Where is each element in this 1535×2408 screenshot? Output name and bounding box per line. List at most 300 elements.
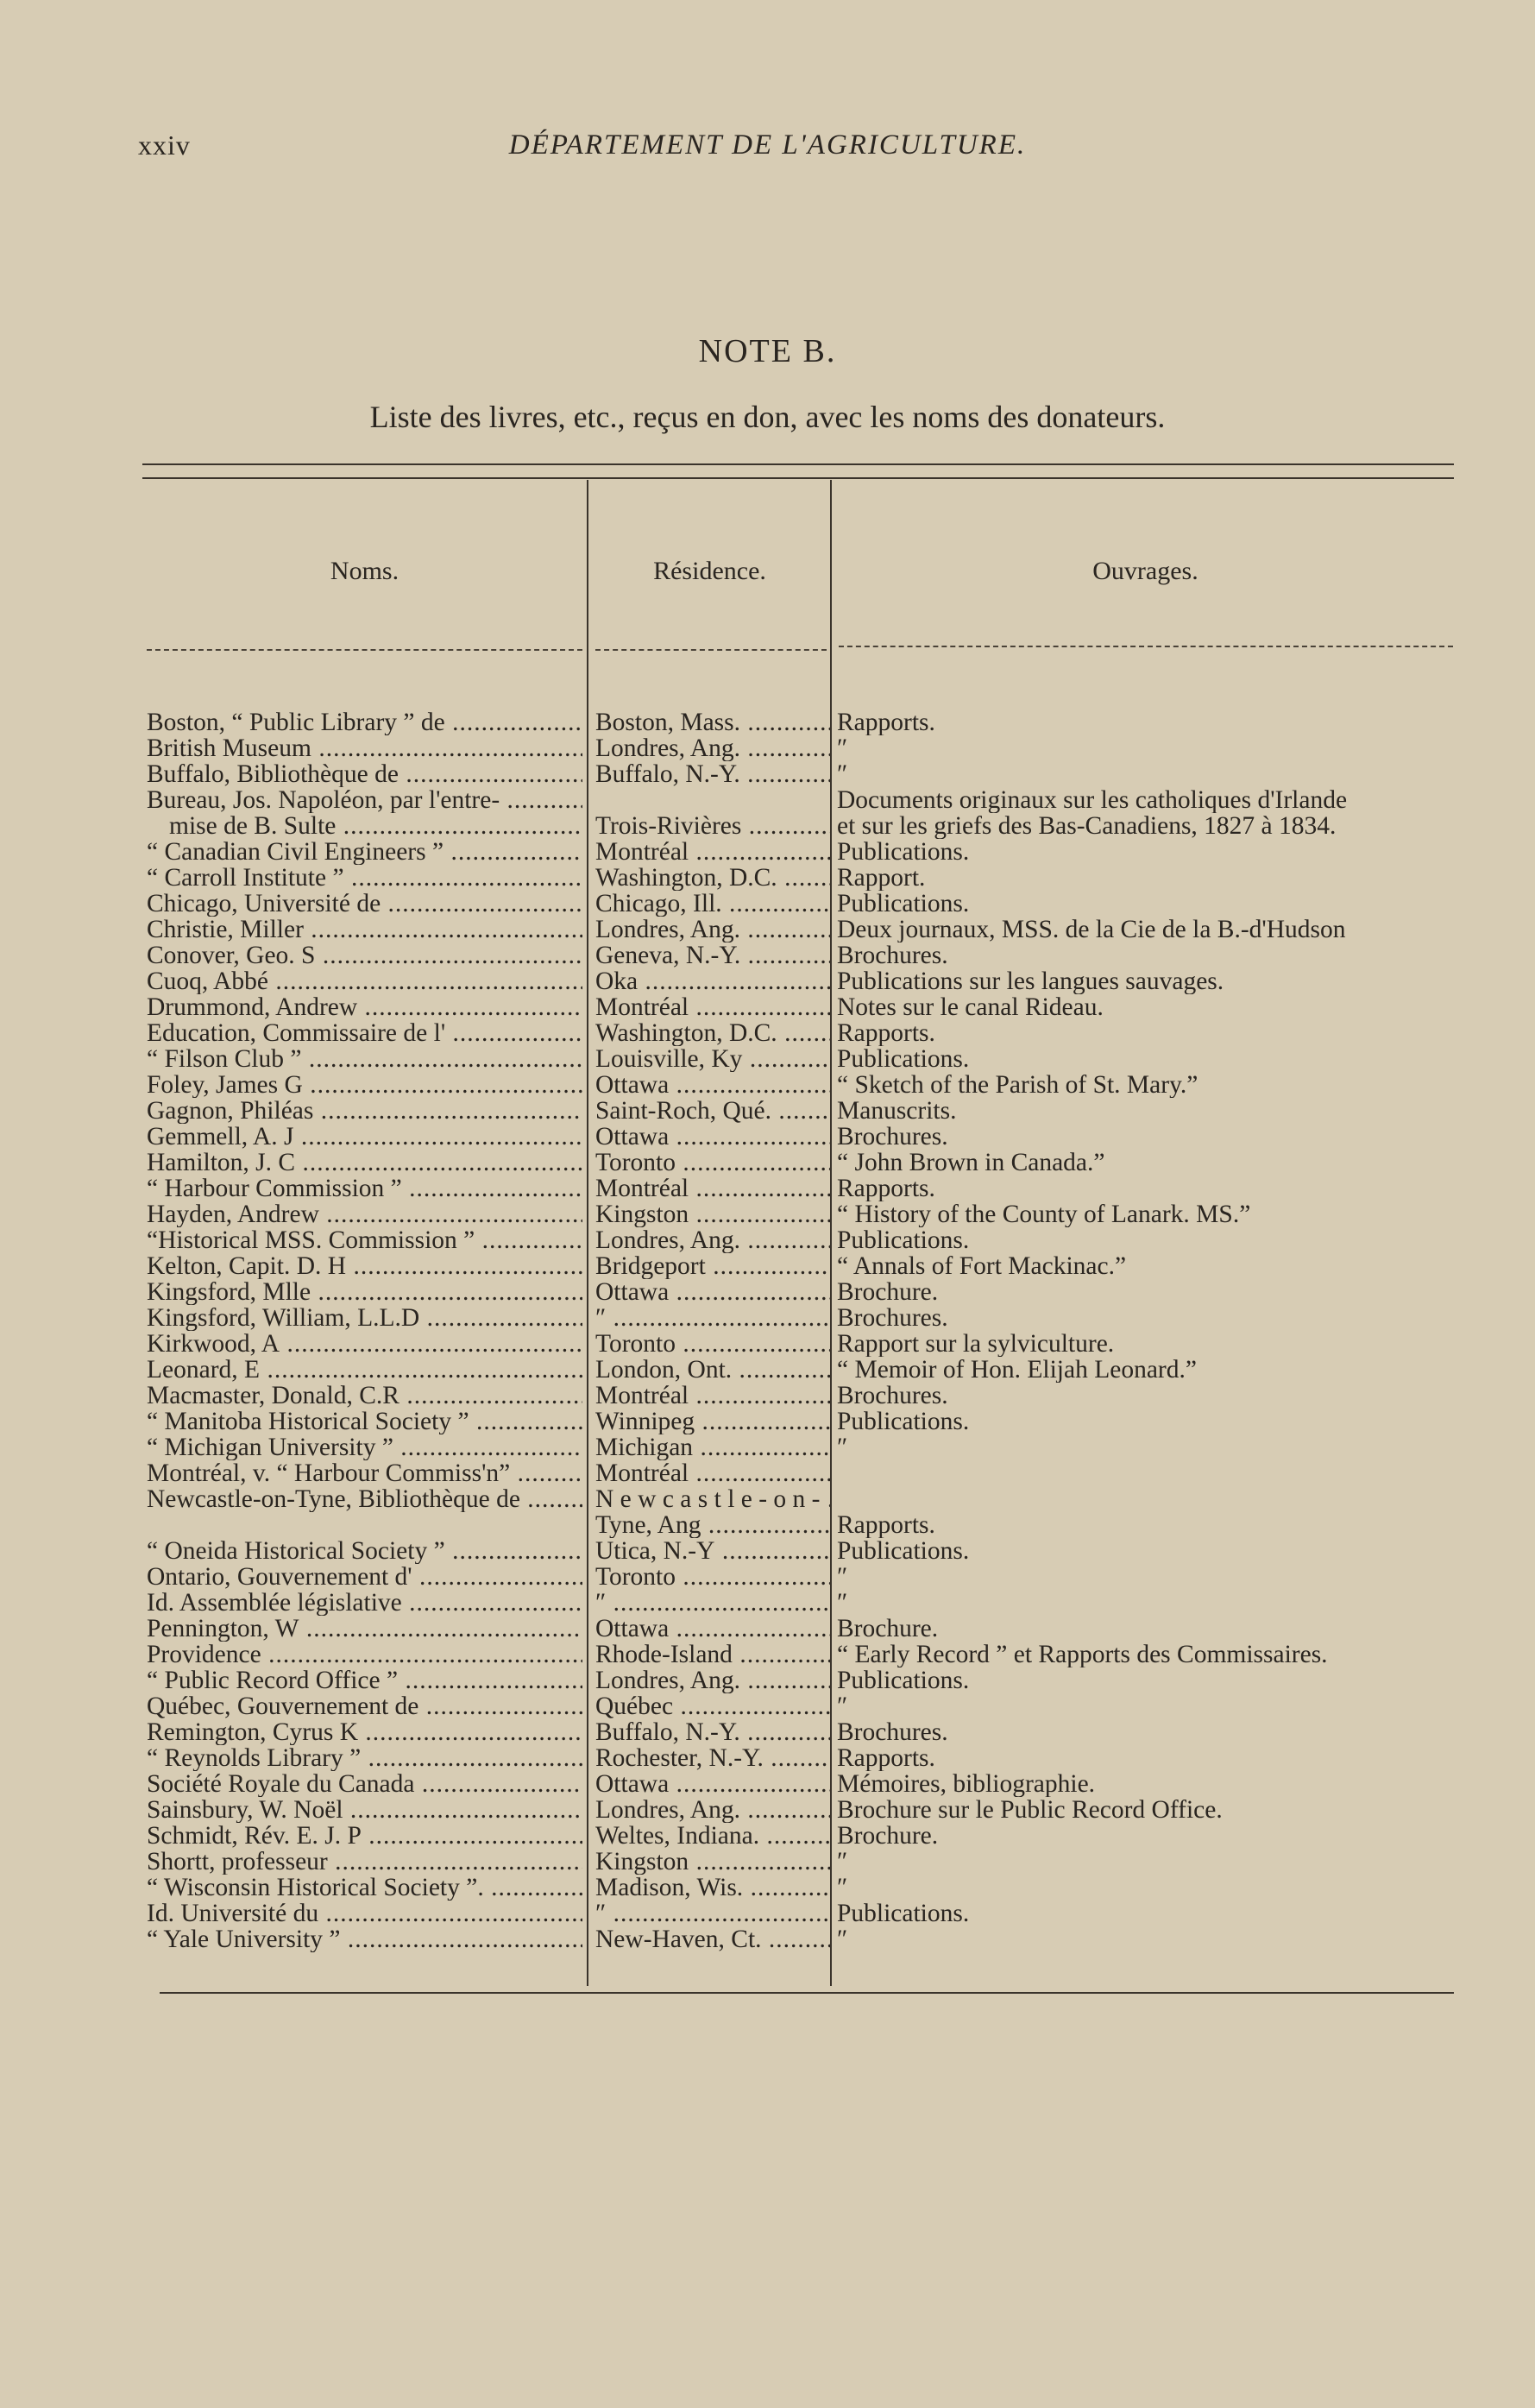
table-row (0, 1227, 1535, 1253)
table-row (0, 1383, 1535, 1409)
residence-cell-text: Ottawa ..... (595, 1279, 830, 1305)
donor-name-cell-text: Drummond, Andrew ..... (147, 994, 582, 1020)
residence-cell (595, 709, 830, 735)
residence-cell-text: Boston, Mass. ..... (595, 709, 830, 735)
table-row (0, 761, 1535, 787)
table-row (0, 1797, 1535, 1823)
table-row (0, 1150, 1535, 1176)
donor-name-cell (147, 1538, 582, 1564)
donor-name-cell-text: “ Public Record Office ” ..... (147, 1667, 582, 1693)
donor-name-cell (147, 735, 582, 761)
table-row (0, 1331, 1535, 1357)
residence-cell (595, 1849, 830, 1875)
donor-name-cell (147, 1823, 582, 1849)
table-row (0, 865, 1535, 891)
donor-name-cell-text: “ Carroll Institute ” ..... (147, 865, 582, 891)
donor-name-cell (147, 1693, 582, 1719)
donor-name-cell (147, 1227, 582, 1253)
works-cell-text: Brochure sur le Public Record Office. (837, 1797, 1223, 1823)
residence-cell (595, 1176, 830, 1201)
donor-name-cell-text: “Historical MSS. Commission ” ..... (147, 1227, 582, 1253)
residence-cell (595, 1538, 830, 1564)
donor-name-cell (147, 1719, 582, 1745)
works-cell-text: Rapports. (837, 1745, 935, 1771)
works-cell-text: “ Memoir of Hon. Elijah Leonard.” (837, 1357, 1197, 1383)
donor-name-cell-text: Cuoq, Abbé ..... (147, 968, 582, 994)
residence-cell-text: Bridgeport ..... (595, 1253, 830, 1279)
table-row (0, 1823, 1535, 1849)
works-cell-text: Brochures. (837, 1305, 948, 1331)
works-cell-text: Rapport. (837, 865, 926, 891)
works-cell-text: Publications. (837, 1409, 970, 1434)
table-row (0, 1512, 1535, 1538)
works-cell-text: ″ (837, 1564, 848, 1590)
residence-cell (595, 761, 830, 787)
works-cell-text: et sur les griefs des Bas-Canadiens, 1827 à 1834. (837, 813, 1337, 839)
works-cell-text: ″ (837, 735, 848, 761)
residence-cell (595, 1667, 830, 1693)
works-cell (837, 787, 1458, 813)
table-row (0, 787, 1535, 813)
donor-name-cell (147, 1124, 582, 1150)
donor-name-cell-text: Buffalo, Bibliothèque de ..... (147, 761, 582, 787)
donor-name-cell (147, 1072, 582, 1098)
donor-name-cell (147, 813, 582, 839)
donor-name-cell-text: “ Canadian Civil Engineers ” ..... (147, 839, 582, 865)
donor-name-cell (147, 1434, 582, 1460)
table-row (0, 1020, 1535, 1046)
donor-name-cell (147, 1926, 582, 1952)
donor-name-cell (147, 1849, 582, 1875)
works-cell-text: Rapports. (837, 709, 935, 735)
works-cell-text: Documents originaux sur les catholiques d'Irlande (837, 787, 1348, 813)
donor-name-cell-text: Christie, Miller ..... (147, 917, 582, 942)
table-row (0, 1279, 1535, 1305)
residence-cell (595, 1409, 830, 1434)
residence-cell-text: New-Haven, Ct. ..... (595, 1926, 830, 1952)
residence-cell-text: Chicago, Ill. ..... (595, 891, 830, 917)
works-cell (837, 1124, 1458, 1150)
donor-name-cell (147, 1279, 582, 1305)
residence-cell-text: Washington, D.C. ..... (595, 1020, 830, 1046)
residence-cell-text: London, Ont. ..... (595, 1357, 830, 1383)
residence-cell (595, 813, 830, 839)
residence-cell (595, 1383, 830, 1409)
residence-cell-text: ″ ..... (595, 1305, 830, 1331)
donor-name-cell-text: Gemmell, A. J ..... (147, 1124, 582, 1150)
donor-name-cell (147, 865, 582, 891)
works-cell (837, 709, 1458, 735)
residence-cell-text: Londres, Ang. ..... (595, 1797, 830, 1823)
works-cell (837, 1357, 1458, 1383)
works-cell-text: Brochures. (837, 1383, 948, 1409)
donor-name-cell-text: Conover, Geo. S ..... (147, 942, 582, 968)
donor-name-cell (147, 1460, 582, 1486)
works-cell (837, 1667, 1458, 1693)
residence-cell (595, 917, 830, 942)
donor-name-cell-text: “ Manitoba Historical Society ” ..... (147, 1409, 582, 1434)
donor-name-cell (147, 1745, 582, 1771)
donor-name-cell-text: Hamilton, J. C ..... (147, 1150, 582, 1176)
donor-name-cell-text: Remington, Cyrus K ..... (147, 1719, 582, 1745)
residence-cell (595, 1901, 830, 1926)
works-cell (837, 1305, 1458, 1331)
residence-cell-text: Trois-Rivières ..... (595, 813, 830, 839)
residence-cell-text: Londres, Ang. ..... (595, 917, 830, 942)
residence-cell-text: Kingston ..... (595, 1849, 830, 1875)
works-cell (837, 1771, 1458, 1797)
donor-name-cell (147, 709, 582, 735)
donor-name-cell-text: “ Wisconsin Historical Society ”. ..... (147, 1875, 582, 1901)
residence-cell (595, 1642, 830, 1667)
works-cell-text: ″ (837, 1590, 848, 1616)
donor-name-cell (147, 1305, 582, 1331)
works-cell-text: Notes sur le canal Rideau. (837, 994, 1104, 1020)
donor-name-cell (147, 1150, 582, 1176)
works-cell (837, 1434, 1458, 1460)
works-cell (837, 1383, 1458, 1409)
residence-cell-text: Buffalo, N.-Y. ..... (595, 1719, 830, 1745)
works-cell (837, 1590, 1458, 1616)
residence-cell (595, 1719, 830, 1745)
donor-name-cell-text: Kirkwood, A ..... (147, 1331, 582, 1357)
donor-name-cell-text: Leonard, E ..... (147, 1357, 582, 1383)
works-cell-text: ″ (837, 1926, 848, 1952)
residence-cell (595, 994, 830, 1020)
residence-cell (595, 1072, 830, 1098)
donor-name-cell-text: Hayden, Andrew ..... (147, 1201, 582, 1227)
works-cell (837, 1849, 1458, 1875)
donor-name-cell-text: Chicago, Université de ..... (147, 891, 582, 917)
works-cell (837, 1201, 1458, 1227)
works-cell (837, 968, 1458, 994)
residence-cell (595, 1305, 830, 1331)
donor-name-cell-text: Shortt, professeur ..... (147, 1849, 582, 1875)
residence-cell-text: Rhode-Island ..... (595, 1642, 830, 1667)
residence-cell-text: Madison, Wis. ..... (595, 1875, 830, 1901)
header-rule-2 (595, 649, 827, 651)
residence-cell-text: Rochester, N.-Y. ..... (595, 1745, 830, 1771)
donor-name-cell (147, 1383, 582, 1409)
works-cell (837, 1098, 1458, 1124)
page-header (0, 129, 1535, 173)
works-cell (837, 1331, 1458, 1357)
donor-name-cell (147, 1616, 582, 1642)
works-cell-text: “ John Brown in Canada.” (837, 1150, 1105, 1176)
residence-cell (595, 1434, 830, 1460)
donor-name-cell-text: Gagnon, Philéas ..... (147, 1098, 582, 1124)
works-cell (837, 917, 1458, 942)
table-row (0, 1176, 1535, 1201)
table-row (0, 1486, 1535, 1512)
donor-name-cell-text: Foley, James G ..... (147, 1072, 582, 1098)
works-cell (837, 1797, 1458, 1823)
works-cell (837, 865, 1458, 891)
residence-cell (595, 1512, 830, 1538)
top-rule-2 (142, 477, 1454, 479)
works-cell (837, 1176, 1458, 1201)
residence-cell-text: Utica, N.-Y ..... (595, 1538, 830, 1564)
residence-cell (595, 1098, 830, 1124)
donor-name-cell (147, 1046, 582, 1072)
table-row (0, 1538, 1535, 1564)
residence-cell (595, 1020, 830, 1046)
works-cell-text: Publications. (837, 1227, 970, 1253)
table-row (0, 1434, 1535, 1460)
table-row (0, 994, 1535, 1020)
residence-cell (595, 1823, 830, 1849)
table-row (0, 1901, 1535, 1926)
works-cell (837, 1745, 1458, 1771)
residence-cell (595, 1926, 830, 1952)
works-cell-text: Brochures. (837, 942, 948, 968)
works-cell (837, 1719, 1458, 1745)
residence-cell-text: Québec ..... (595, 1693, 830, 1719)
table-row (0, 1460, 1535, 1486)
table-row (0, 1667, 1535, 1693)
works-cell-text: Publications. (837, 1538, 970, 1564)
donor-name-cell-text: Ontario, Gouvernement d' ..... (147, 1564, 582, 1590)
donor-name-cell (147, 1020, 582, 1046)
donor-name-cell (147, 1201, 582, 1227)
residence-cell (595, 968, 830, 994)
residence-cell-text: Oka ..... (595, 968, 830, 994)
residence-cell-text: Ottawa ..... (595, 1072, 830, 1098)
donor-name-cell (147, 891, 582, 917)
table-row (0, 1875, 1535, 1901)
residence-cell-text: Londres, Ang. ..... (595, 1227, 830, 1253)
donor-name-cell-text: Sainsbury, W. Noël ..... (147, 1797, 582, 1823)
donor-name-cell (147, 1667, 582, 1693)
residence-cell (595, 1693, 830, 1719)
donor-name-cell-text: “ Harbour Commission ” ..... (147, 1176, 582, 1201)
donor-name-cell-text: Id. Assemblée législative ..... (147, 1590, 582, 1616)
works-cell-text: Rapport sur la sylviculture. (837, 1331, 1115, 1357)
works-cell-text: Brochure. (837, 1279, 939, 1305)
donor-name-cell-text: “ Filson Club ” ..... (147, 1046, 582, 1072)
table-row (0, 1590, 1535, 1616)
residence-cell-text: Ottawa ..... (595, 1124, 830, 1150)
works-cell-text: ″ (837, 1434, 848, 1460)
residence-cell-text: N e w c a s t l e - o n - ..... (595, 1486, 830, 1512)
residence-cell-text: Montréal ..... (595, 1460, 830, 1486)
donor-name-cell-text: Bureau, Jos. Napoléon, par l'entre- ..... (147, 787, 582, 813)
header-rule-3 (839, 646, 1453, 647)
works-cell (837, 839, 1458, 865)
works-cell (837, 891, 1458, 917)
residence-cell (595, 1227, 830, 1253)
residence-cell (595, 1357, 830, 1383)
works-cell-text: “ History of the County of Lanark. MS.” (837, 1201, 1251, 1227)
works-cell-text: Publications sur les langues sauvages. (837, 968, 1224, 994)
works-cell (837, 1150, 1458, 1176)
table-row (0, 1201, 1535, 1227)
donor-name-cell-text: “ Reynolds Library ” ..... (147, 1745, 582, 1771)
table-row (0, 735, 1535, 761)
residence-cell-text: Toronto ..... (595, 1150, 830, 1176)
donor-name-cell (147, 1564, 582, 1590)
table-row (0, 1046, 1535, 1072)
works-cell (837, 1046, 1458, 1072)
works-cell (837, 1564, 1458, 1590)
donor-name-cell (147, 994, 582, 1020)
residence-cell-text: Ottawa ..... (595, 1616, 830, 1642)
works-cell-text: ″ (837, 1875, 848, 1901)
residence-cell (595, 1616, 830, 1642)
residence-cell-text: Geneva, N.-Y. ..... (595, 942, 830, 968)
donor-name-cell (147, 917, 582, 942)
works-cell (837, 1227, 1458, 1253)
works-cell-text: Rapports. (837, 1176, 935, 1201)
works-cell (837, 735, 1458, 761)
donor-name-cell (147, 1331, 582, 1357)
works-cell-text: Publications. (837, 1046, 970, 1072)
table-row (0, 1098, 1535, 1124)
residence-cell-text: ″ ..... (595, 1590, 830, 1616)
donor-name-cell-text: Newcastle-on-Tyne, Bibliothèque de ..... (147, 1486, 582, 1512)
table-row (0, 1926, 1535, 1952)
donor-name-cell (147, 1771, 582, 1797)
works-cell (837, 1512, 1458, 1538)
table-row (0, 1693, 1535, 1719)
column-header-residence: Résidence. (653, 557, 766, 585)
residence-cell (595, 1875, 830, 1901)
table-row (0, 1719, 1535, 1745)
top-rule (142, 463, 1454, 465)
donor-name-cell (147, 942, 582, 968)
residence-cell-text: Winnipeg ..... (595, 1409, 830, 1434)
donor-name-cell (147, 1797, 582, 1823)
running-title: DÉPARTEMENT DE L'AGRICULTURE. (508, 129, 1027, 161)
donor-name-cell (147, 839, 582, 865)
donor-name-cell-text: Schmidt, Rév. E. J. P ..... (147, 1823, 582, 1849)
residence-cell (595, 1253, 830, 1279)
donor-name-cell-text: Kingsford, William, L.L.D ..... (147, 1305, 582, 1331)
table-row (0, 917, 1535, 942)
works-cell-text: Deux journaux, MSS. de la Cie de la B.-d'Hudson (837, 917, 1346, 942)
works-cell-text: Brochure. (837, 1823, 939, 1849)
page-number: xxiv (138, 129, 191, 161)
donor-name-cell-text: Id. Université du ..... (147, 1901, 582, 1926)
table-row (0, 1357, 1535, 1383)
residence-cell (595, 839, 830, 865)
residence-cell-text: ″ ..... (595, 1901, 830, 1926)
table-row (0, 1305, 1535, 1331)
residence-cell-text: Buffalo, N.-Y. ..... (595, 761, 830, 787)
residence-cell-text: Londres, Ang. ..... (595, 735, 830, 761)
works-cell (837, 1875, 1458, 1901)
works-cell-text: “ Early Record ” et Rapports des Commissaires. (837, 1642, 1328, 1667)
residence-cell-text: Montréal ..... (595, 1176, 830, 1201)
works-cell-text: ″ (837, 1849, 848, 1875)
works-cell (837, 1072, 1458, 1098)
donor-name-cell-text: Macmaster, Donald, C.R ..... (147, 1383, 582, 1409)
works-cell (837, 1253, 1458, 1279)
works-cell (837, 1279, 1458, 1305)
donor-name-cell (147, 1642, 582, 1667)
works-cell (837, 942, 1458, 968)
works-cell (837, 1901, 1458, 1926)
donations-table (0, 709, 1535, 1952)
donor-name-cell (147, 1486, 582, 1512)
donor-name-cell (147, 1409, 582, 1434)
works-cell (837, 813, 1458, 839)
residence-cell-text: Tyne, Ang ..... (595, 1512, 830, 1538)
donor-name-cell-text: Boston, “ Public Library ” de ..... (147, 709, 582, 735)
donor-name-cell (147, 761, 582, 787)
works-cell-text: Publications. (837, 1667, 970, 1693)
residence-cell-text: Toronto ..... (595, 1564, 830, 1590)
residence-cell (595, 1564, 830, 1590)
table-row (0, 1745, 1535, 1771)
donor-name-cell-text: Montréal, v. “ Harbour Commiss'n” ..... (147, 1460, 582, 1486)
note-title: NOTE B. (698, 333, 837, 369)
works-cell-text: ″ (837, 1693, 848, 1719)
donor-name-cell-text: Société Royale du Canada ..... (147, 1771, 582, 1797)
donor-name-cell-text: Providence ..... (147, 1642, 582, 1667)
subtitle: Liste des livres, etc., reçus en don, avec les noms des donateurs. (369, 400, 1166, 434)
donor-name-cell (147, 1176, 582, 1201)
donor-name-cell (147, 1590, 582, 1616)
donor-name-cell-text: “ Yale University ” ..... (147, 1926, 582, 1952)
residence-cell-text: Weltes, Indiana. ..... (595, 1823, 830, 1849)
works-cell-text: Publications. (837, 1901, 970, 1926)
works-cell (837, 761, 1458, 787)
table-row (0, 968, 1535, 994)
residence-cell (595, 1590, 830, 1616)
works-cell-text: Brochure. (837, 1616, 939, 1642)
works-cell (837, 1642, 1458, 1667)
works-cell (837, 1616, 1458, 1642)
residence-cell-text: Ottawa ..... (595, 1771, 830, 1797)
table-row (0, 1642, 1535, 1667)
table-row (0, 1849, 1535, 1875)
table-row (0, 1564, 1535, 1590)
donor-name-cell (147, 1098, 582, 1124)
table-row (0, 1409, 1535, 1434)
residence-cell (595, 1331, 830, 1357)
donor-name-cell (147, 1875, 582, 1901)
donor-name-cell-text: mise de B. Sulte ..... (147, 813, 582, 839)
column-header-works: Ouvrages. (1092, 557, 1198, 585)
works-cell-text: Rapports. (837, 1512, 935, 1538)
donor-name-cell-text: Kingsford, Mlle ..... (147, 1279, 582, 1305)
residence-cell (595, 1046, 830, 1072)
table-row (0, 839, 1535, 865)
works-cell (837, 1020, 1458, 1046)
works-cell-text: Rapports. (837, 1020, 935, 1046)
works-cell-text: Brochures. (837, 1719, 948, 1745)
residence-cell-text: Montréal ..... (595, 994, 830, 1020)
residence-cell (595, 1797, 830, 1823)
works-cell-text: “ Annals of Fort Mackinac.” (837, 1253, 1127, 1279)
residence-cell-text: Kingston ..... (595, 1201, 830, 1227)
table-row (0, 1616, 1535, 1642)
donor-name-cell (147, 1357, 582, 1383)
works-cell-text: Publications. (837, 839, 970, 865)
residence-cell-text: Toronto ..... (595, 1331, 830, 1357)
works-cell-text: Brochures. (837, 1124, 948, 1150)
residence-cell-text: Montréal ..... (595, 1383, 830, 1409)
donor-name-cell-text: Québec, Gouvernement de ..... (147, 1693, 582, 1719)
residence-cell (595, 942, 830, 968)
donor-name-cell (147, 1253, 582, 1279)
table-row (0, 1124, 1535, 1150)
donor-name-cell (147, 1901, 582, 1926)
works-cell (837, 1926, 1458, 1952)
residence-cell (595, 1771, 830, 1797)
donor-name-cell-text: “ Oneida Historical Society ” ..... (147, 1538, 582, 1564)
